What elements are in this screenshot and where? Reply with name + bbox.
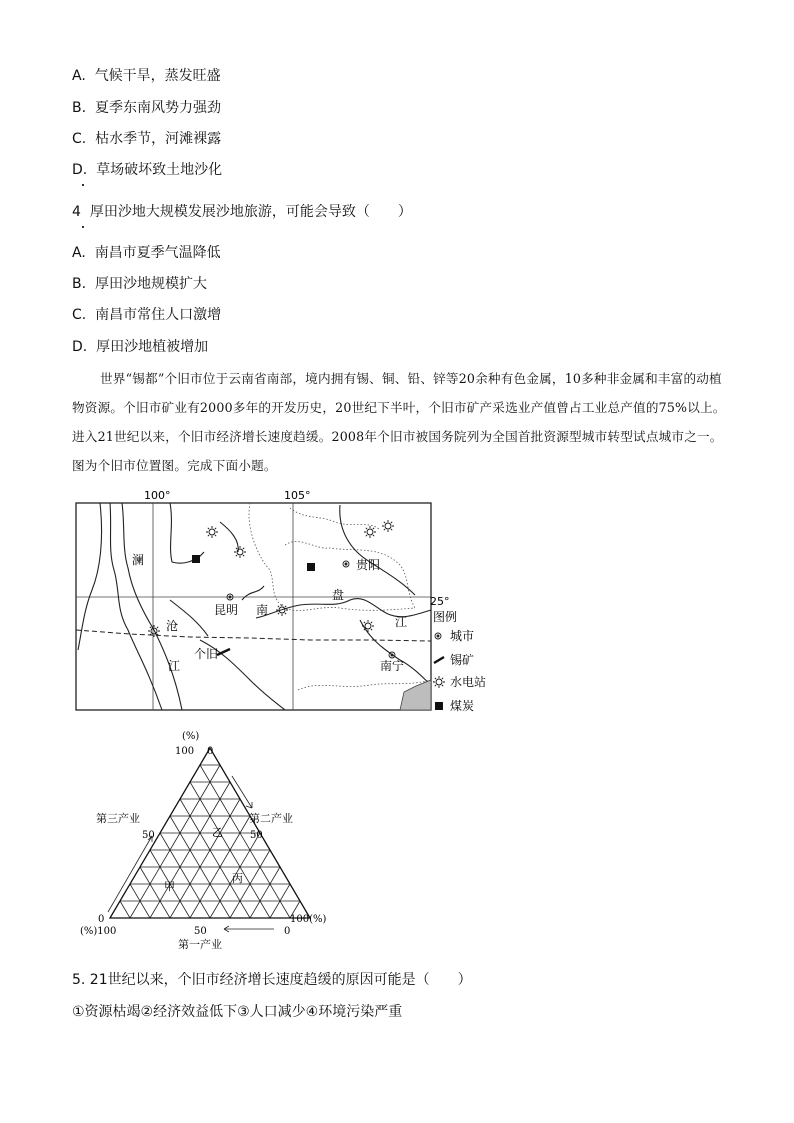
- coal-icon: [192, 555, 200, 563]
- q4-option-b: B. 厚田沙地规模扩大: [72, 276, 207, 292]
- point-jia-label: 甲: [164, 880, 175, 893]
- city-icon: [389, 652, 395, 658]
- q3-option-d: D. 草场破坏致土地沙化: [72, 162, 223, 178]
- q4-option-c: C. 南昌市常住人口激增: [72, 307, 222, 323]
- primary-label: 第一产业: [178, 938, 222, 951]
- industry-ternary-diagram: [74, 728, 334, 958]
- legend-tin-label: 锡矿: [450, 653, 475, 667]
- hydro-station-icon: [382, 520, 394, 532]
- river-segment: [242, 586, 264, 600]
- q5-stem: 5. 21世纪以来，个旧市经济增长速度趋缓的原因可能是（ ）: [72, 972, 472, 988]
- label-lan: 澜: [132, 553, 145, 567]
- label-guiyang: 贵阳: [356, 558, 381, 572]
- label-jiang-lancang: 江: [168, 659, 181, 673]
- tertiary-axis-arrow: [108, 836, 152, 912]
- hydro-station-icon: [206, 526, 218, 538]
- left-0-label: 0: [98, 914, 105, 925]
- grid-line: [160, 833, 210, 918]
- legend-title: 图例: [433, 610, 458, 624]
- grid-line: [250, 867, 280, 918]
- legend-city-label: 城市: [450, 629, 475, 643]
- legend-city-icon: [435, 633, 441, 639]
- hydro-station-icon: [364, 526, 376, 538]
- coal-icon: [307, 563, 315, 571]
- bottom-50-label: 50: [194, 926, 207, 937]
- city-icon: [343, 561, 349, 567]
- label-cang: 沧: [166, 619, 179, 633]
- top-100-label: 100: [175, 746, 195, 757]
- secondary-label: 第二产业: [249, 812, 293, 825]
- nu-river-boundary: [122, 503, 182, 710]
- hydro-station-icon: [234, 546, 246, 558]
- xijiang-river: [360, 620, 431, 685]
- q4-stem: 4 厚田沙地大规模发展沙地旅游，可能会导致（ ）: [72, 204, 412, 220]
- hydro-station-icon: [362, 620, 374, 632]
- longitude-105-label: 105°: [284, 489, 311, 502]
- map-frame: [76, 503, 431, 710]
- q3-option-c: C. 枯水季节，河滩裸露: [72, 131, 222, 147]
- label-nanning: 南宁: [380, 659, 405, 673]
- province-boundary: [290, 508, 380, 530]
- tributary-river: [220, 522, 238, 552]
- legend-coal-label: 煤炭: [450, 699, 475, 713]
- top-0-label: 0: [207, 746, 214, 757]
- q5-choices: ①资源枯竭②经济效益低下③人口减少④环境污染严重: [72, 1004, 403, 1020]
- label-jiang-nanpan: 江: [395, 615, 408, 629]
- label-pan: 盘: [332, 588, 345, 602]
- legend-hydro-icon: [433, 676, 445, 688]
- q3-option-b: B. 夏季东南风势力强劲: [72, 100, 221, 116]
- tertiary-label: 第三产业: [96, 812, 140, 825]
- point-yi-label: 乙: [212, 826, 223, 839]
- point-bing-label: 丙: [232, 872, 243, 885]
- longitude-100-label: 100°: [144, 489, 171, 502]
- ternary-grid: [120, 765, 300, 918]
- q3-option-a: A. 气候干旱，蒸发旺盛: [72, 68, 221, 84]
- lancang-river: [110, 503, 162, 710]
- legend-tin-icon: [434, 657, 444, 663]
- grid-line: [120, 901, 130, 918]
- legend-coal-icon: [435, 702, 443, 710]
- q4-option-a: A. 南昌市夏季气温降低: [72, 245, 221, 261]
- passage: 世界“锡都”个旧市位于云南省南部，境内拥有锡、铜、铅、锌等20余种有色金属，10多种非金属和丰富的动植物资源。个旧市矿业有2000多年的开发历史，20世纪下半叶，个旧市矿产采选业产值曾占工业总产值的75%以上。进入21世纪以来，个旧市经济增长速度趋缓。2008年个旧市被国务院列为全国首批资源型城市转型试点城市之一。图为个旧市位置图。完成下面小题。: [72, 371, 726, 473]
- q4-option-d: D. 厚田沙地植被增加: [72, 339, 209, 355]
- location-map: [70, 489, 487, 722]
- left-50-label: 50: [142, 830, 155, 841]
- grid-line: [200, 765, 290, 918]
- grid-line: [180, 799, 250, 918]
- right-100-pct-label: 100(%): [290, 914, 327, 925]
- dot-mark: [82, 226, 84, 228]
- jinsha-river: [170, 503, 204, 563]
- province-boundary: [285, 542, 415, 608]
- grid-line: [130, 765, 220, 918]
- grid-line: [170, 799, 240, 918]
- label-gejiu: 个旧: [194, 647, 219, 661]
- bottom-0-label: 0: [284, 926, 291, 937]
- label-kunming: 昆明: [214, 603, 239, 617]
- bottom-left-pct-100-label: (%)100: [80, 926, 117, 937]
- sea-area: [400, 680, 431, 710]
- dot-mark: [82, 184, 84, 186]
- top-pct-label: (%): [182, 731, 200, 742]
- western-boundary: [78, 503, 102, 650]
- latitude-25-label: 25°: [430, 595, 450, 608]
- legend-hydro-label: 水电站: [450, 675, 487, 689]
- right-50-label: 50: [250, 830, 263, 841]
- label-nan: 南: [256, 603, 269, 617]
